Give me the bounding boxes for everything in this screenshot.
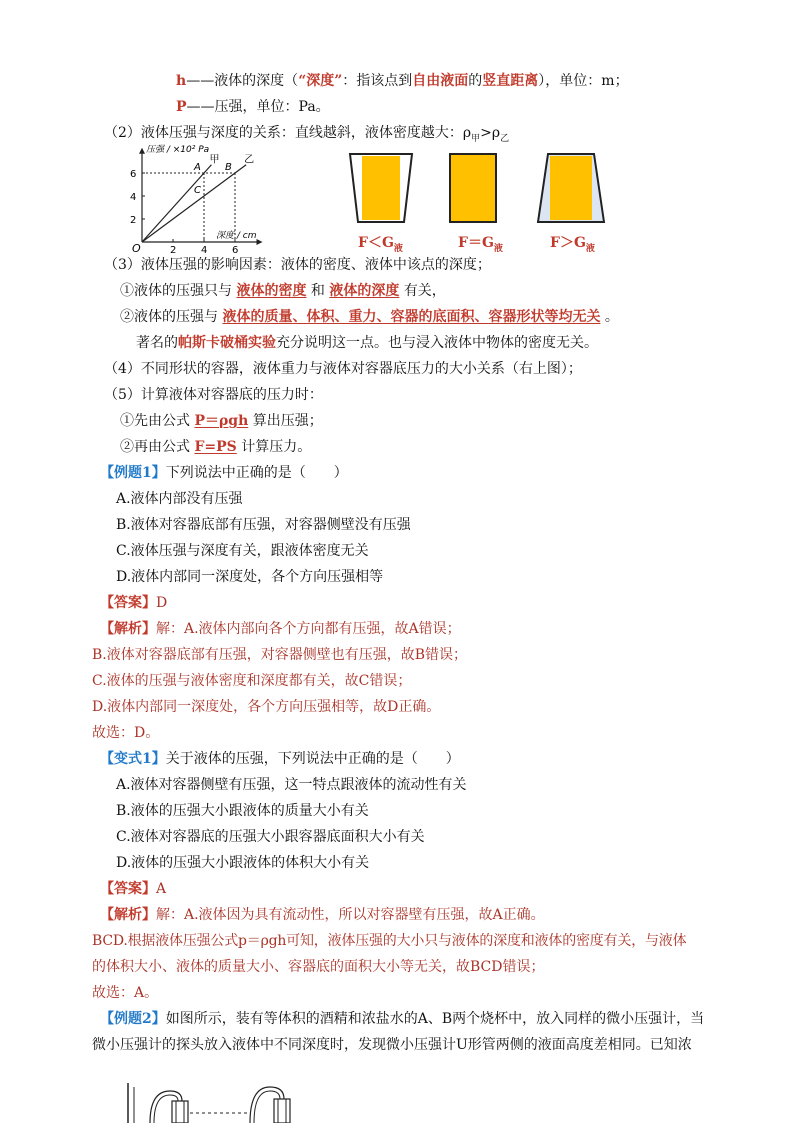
formula-pressure: P＝ρgh — [194, 413, 249, 429]
def-h-line — [176, 72, 629, 90]
section-5-line-2: ②再由公式 F=PS 计算压力。 — [120, 439, 312, 455]
variant-1-answer: 【答案】A — [100, 881, 167, 897]
section-5: （5）计算液体对容器底的压力时： — [104, 387, 323, 403]
variant-1-option-a: A.液体对容器侧壁有压强，这一特点跟液体的流动性有关 — [116, 777, 467, 793]
container-wide-top-liquid — [362, 156, 400, 220]
series-line-1 — [142, 165, 211, 242]
section-5-line-1: ①先由公式 P＝ρgh 算出压强； — [120, 413, 323, 429]
variant-1-exp-line-2: BCD.根据液体压强公式p＝ρgh可知，液体压强的大小只与液体的深度和液体的密度有关，与液体 — [92, 933, 687, 949]
pressure-gauge-figure — [120, 1081, 320, 1123]
p-text: ——压强，单位：Pa。 — [186, 99, 330, 115]
x-axis-arrow — [257, 239, 263, 245]
h-free-surface: 自由液面 — [412, 73, 469, 89]
containers-figure — [348, 152, 638, 230]
p-symbol: P — [176, 99, 187, 115]
formula-force: F=PS — [194, 439, 237, 455]
example-1-exp-line-b: B.液体对容器底部有压强，对容器侧壁也有压强，故B错误； — [92, 647, 468, 663]
section-3-line-2: ②液体的压强与 液体的质量、体积、重力、容器的底面积、容器形状等均无关 。 — [120, 309, 619, 325]
h-vertical-distance: 竖直距离 — [482, 73, 539, 89]
container-straight — [450, 154, 496, 222]
x-axis-label: 深度 / cm — [216, 231, 257, 241]
container-wide-bottom-liquid — [550, 156, 592, 220]
example-1-exp-select: 故选：D。 — [92, 725, 160, 741]
answer-unrelated: 液体的质量、体积、重力、容器的底面积、容器形状等均无关 — [222, 309, 601, 325]
label-f-equal-g: $F=G_液$ — [458, 235, 503, 254]
variant-1-option-c: C.液体对容器底的压强大小跟容器底面积大小有关 — [116, 829, 425, 845]
section-3: （3）液体压强的影响因素：液体的密度、液体中该点的深度； — [104, 257, 491, 273]
variant-1-option-d: D.液体的压强大小跟液体的体积大小有关 — [116, 855, 370, 871]
h-end-text: ），单位：m； — [538, 73, 629, 89]
point-label-b: B — [225, 162, 232, 173]
point-label-a: A — [194, 162, 201, 173]
h-quote-depth: “深度” — [298, 73, 343, 89]
x-tick-label: 6 — [232, 245, 239, 254]
label-f-greater-g: $F>G_液$ — [550, 235, 595, 254]
answer-depth: 液体的深度 — [329, 283, 400, 299]
section-4: （4）不同形状的容器，液体重力与液体对容器底压力的大小关系（右上图）； — [104, 361, 582, 377]
h-de: 的 — [468, 73, 483, 89]
example-2-tag: 【例题2】 — [100, 1011, 166, 1027]
example-1-question: 【例题1】下列说法中正确的是（ ） — [100, 465, 348, 481]
example-1-answer: 【答案】D — [100, 595, 168, 611]
y-tick-label: 2 — [130, 215, 137, 226]
origin-label: O — [132, 242, 141, 254]
pressure-depth-chart — [120, 142, 360, 254]
y-axis-arrow — [139, 148, 145, 154]
variant-1-exp-line-3: 的体积大小、液体的质量大小、容器底的面积大小等无关，故BCD错误； — [92, 959, 545, 975]
example-1-option-c: C.液体压强与深度有关，跟液体密度无关 — [116, 543, 369, 559]
variant-1-question: 【变式1】关于液体的压强，下列说法中正确的是（ ） — [100, 751, 460, 767]
x-tick-label: 2 — [170, 245, 177, 254]
y-tick-label: 6 — [130, 169, 137, 180]
h-dash-text: ——液体的深度（ — [186, 73, 299, 89]
example-1-tag: 【例题1】 — [100, 465, 166, 481]
example-1-exp-line-c: C.液体的压强与液体密度和深度都有关，故C错误； — [92, 673, 412, 689]
variant-1-explanation: 【解析】解：A.液体因为具有流动性，所以对容器壁有压强，故A正确。 — [100, 907, 545, 923]
section-3-line-1: ①液体的压强只与 液体的密度 和 液体的深度 有关， — [120, 283, 446, 299]
variant-1-exp-select: 故选：A。 — [92, 985, 159, 1001]
section-3-line-3: 著名的帕斯卡破桶实验充分说明这一点。也与浸入液体中物体的密度无关。 — [136, 335, 598, 351]
example-1-exp-line-d: D.液体内部同一深度处，各个方向压强相等，故D正确。 — [92, 699, 441, 715]
example-2-line-1: 【例题2】如图所示，装有等体积的酒精和浓盐水的A、B两个烧杯中，放入同样的微小压强计，当 — [100, 1011, 705, 1027]
point-label-c: C — [194, 185, 201, 196]
h-symbol: h — [176, 73, 187, 89]
y-axis-label: 压强 / ×10² Pa — [146, 145, 210, 155]
variant-1-option-b: B.液体的压强大小跟液体的质量大小有关 — [116, 803, 369, 819]
h-mid-text: ：指该点到 — [342, 73, 413, 89]
y-tick-label: 4 — [130, 192, 137, 203]
answer-density: 液体的密度 — [236, 283, 307, 299]
example-2-line-2: 微小压强计的探头放入液体中不同深度时，发现微小压强计U形管两侧的液面高度差相同。已知浓 — [92, 1037, 692, 1053]
pascal-barrel: 帕斯卡破桶实验 — [178, 335, 276, 351]
section-2: （2）液体压强与深度的关系：直线越斜，液体密度越大：$\rho_甲>\rho_乙$ — [104, 125, 510, 144]
label-f-less-g: $F<G_液$ — [358, 235, 403, 254]
example-1-option-d: D.液体内部同一深度处，各个方向压强相等 — [116, 569, 384, 585]
series-label-2: 乙 — [244, 154, 255, 166]
example-1-option-a: A.液体内部没有压强 — [116, 491, 243, 507]
example-1-explanation: 【解析】解：A.液体内部向各个方向都有压强，故A错误； — [100, 621, 461, 637]
example-1-option-b: B.液体对容器底部有压强，对容器侧壁没有压强 — [116, 517, 411, 533]
x-tick-label: 4 — [201, 245, 208, 254]
def-p-line — [176, 98, 330, 116]
series-label-1: 甲 — [209, 154, 220, 166]
variant-1-tag: 【变式1】 — [100, 751, 166, 767]
